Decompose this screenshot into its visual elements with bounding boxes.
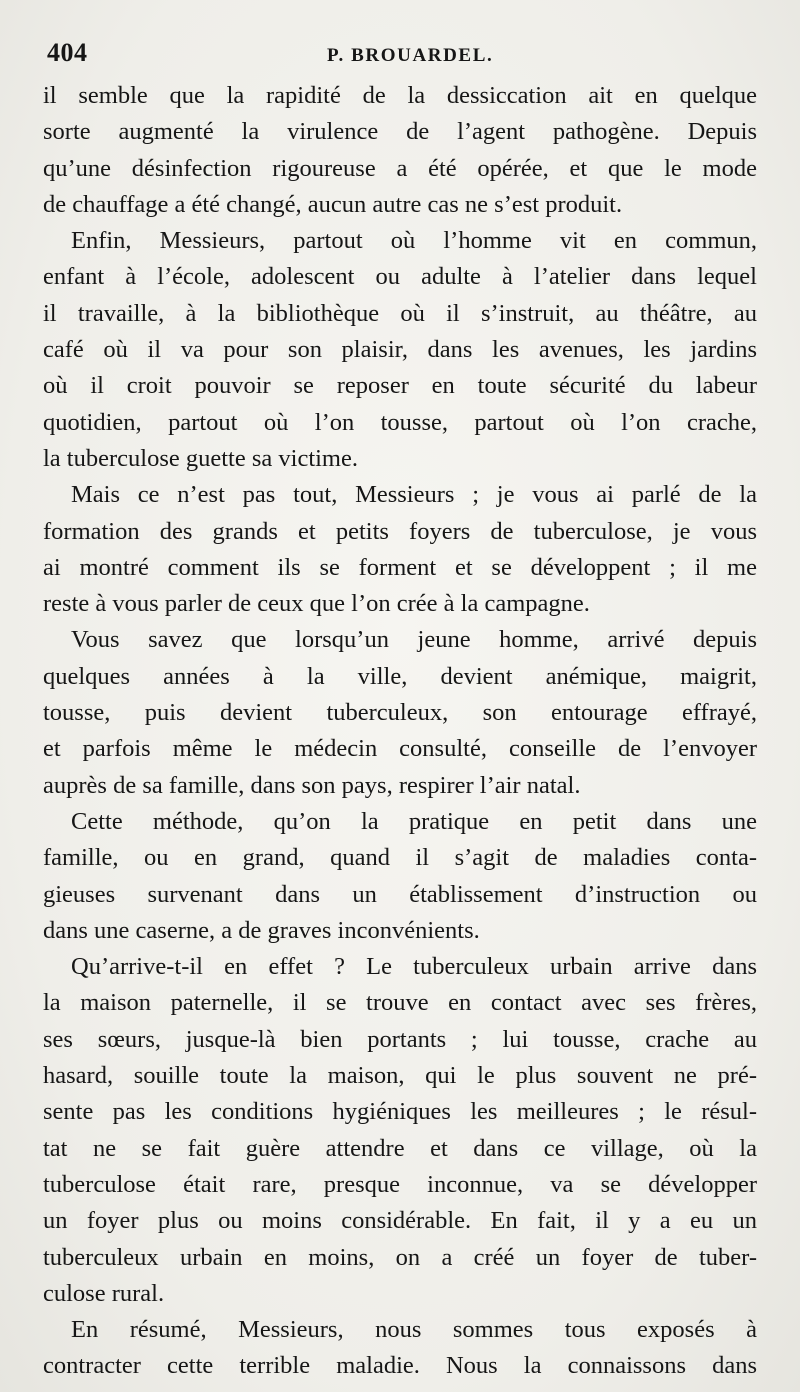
text-line: un foyer plus ou moins considérable. En fait, il y a eu un — [43, 1207, 757, 1235]
text-line: et parfois même le médecin consulté, conseille de l’envoyer — [43, 735, 757, 763]
text-line: tuberculose était rare, presque inconnue, va se développer — [43, 1170, 757, 1198]
text-line: sorte augmenté la virulence de l’agent pathogène. Depuis — [43, 118, 757, 146]
text-line: tuberculeux urbain en moins, on a créé un foyer de tuber- — [43, 1243, 757, 1271]
text-line: En résumé, Messieurs, nous sommes tous exposés à — [71, 1316, 757, 1344]
text-line: café où il va pour son plaisir, dans les avenues, les jardins — [43, 336, 757, 364]
text-line: gieuses survenant dans un établissement d’instruction ou — [43, 880, 757, 908]
text-line: sente pas les conditions hygiéniques les meilleures ; le résul- — [43, 1098, 757, 1126]
text-line: formation des grands et petits foyers de tuberculose, je vous — [43, 517, 757, 545]
text-line: auprès de sa famille, dans son pays, respirer l’air natal. — [43, 771, 581, 799]
running-head: P. BROUARDEL. — [327, 45, 494, 66]
text-line: culose rural. — [43, 1279, 165, 1307]
text-line: ses sœurs, jusque-là bien portants ; lui tousse, crache au — [43, 1025, 757, 1053]
page-header — [47, 38, 755, 74]
text-line: qu’une désinfection rigoureuse a été opérée, et que le mode — [43, 154, 757, 182]
text-line: contracter cette terrible maladie. Nous la connaissons dans — [43, 1352, 757, 1380]
text-line: il semble que la rapidité de la dessiccation ait en quelque — [43, 82, 757, 109]
text-line: reste à vous parler de ceux que l’on crée à la campagne. — [43, 590, 590, 618]
text-line: hasard, souille toute la maison, qui le plus souvent ne pré- — [43, 1062, 757, 1090]
text-line: de chauffage a été changé, aucun autre cas ne s’est produit. — [43, 190, 623, 218]
text-line: quelques années à la ville, devient anémique, maigrit, — [43, 662, 757, 690]
text-line: Mais ce n’est pas tout, Messieurs ; je vous ai parlé de la — [71, 481, 757, 509]
page-number: 404 — [47, 38, 88, 67]
text-line: ai montré comment ils se forment et se développent ; il me — [43, 553, 757, 581]
text-line: tousse, puis devient tuberculeux, son entourage effrayé, — [43, 699, 757, 727]
text-line: Qu’arrive-t-il en effet ? Le tuberculeux urbain arrive dans — [71, 953, 757, 981]
text-line: Cette méthode, qu’on la pratique en petit dans une — [71, 807, 757, 835]
text-line: Vous savez que lorsqu’un jeune homme, arrivé depuis — [71, 626, 757, 654]
text-line: Enfin, Messieurs, partout où l’homme vit en commun, — [71, 227, 757, 255]
text-line: tat ne se fait guère attendre et dans ce village, où la — [43, 1134, 757, 1162]
text-line: où il croit pouvoir se reposer en toute sécurité du labeur — [43, 372, 757, 400]
body-text — [43, 78, 757, 1385]
text-line: la maison paternelle, il se trouve en contact avec ses frères, — [43, 989, 757, 1017]
text-line: enfant à l’école, adolescent ou adulte à l’atelier dans lequel — [43, 263, 757, 291]
text-line: famille, ou en grand, quand il s’agit de maladies conta- — [43, 844, 757, 872]
text-line: la tuberculose guette sa victime. — [43, 444, 358, 472]
text-line: quotidien, partout où l’on tousse, partout où l’on crache, — [43, 408, 757, 436]
text-line: il travaille, à la bibliothèque où il s’instruit, au théâtre, au — [43, 299, 757, 327]
text-line: dans une caserne, a de graves inconvénients. — [43, 916, 480, 944]
